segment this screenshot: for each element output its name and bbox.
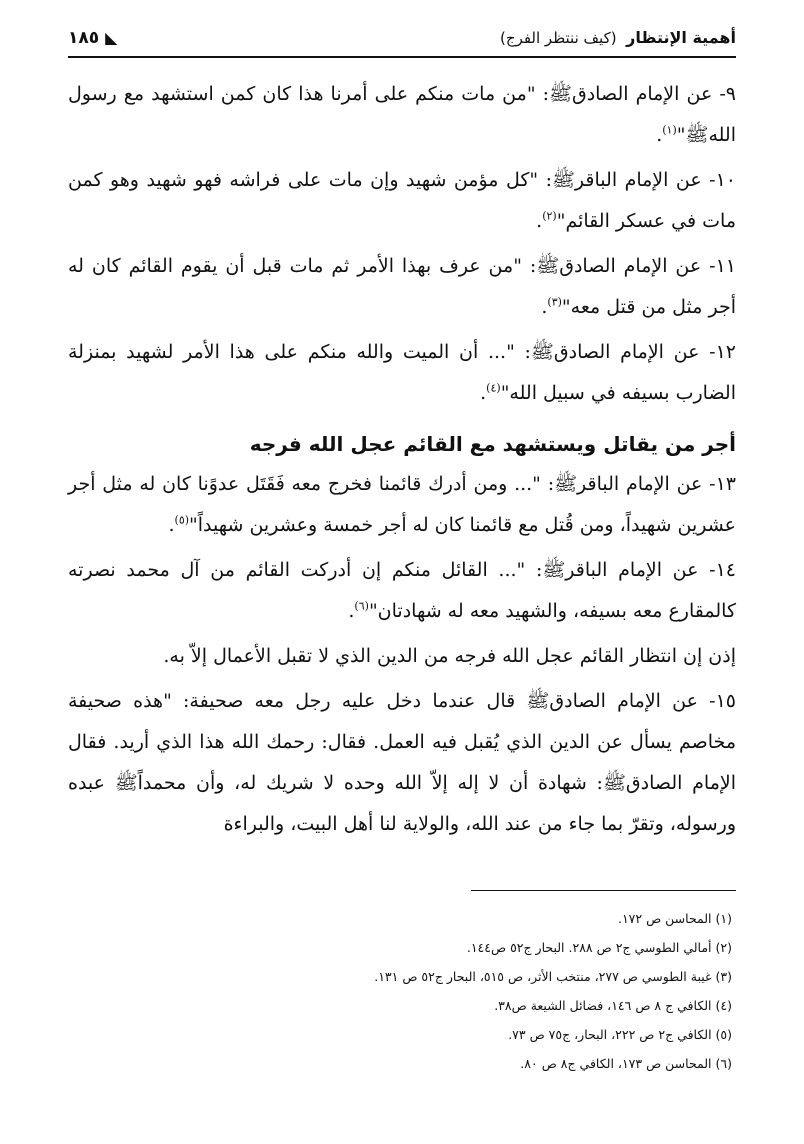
paragraph-text: ٩- عن الإمام الصادقﷺ: "من مات منكم على أمرنا هذا كان كمن استشهد مع رسول اللهﷺ" (68, 83, 736, 146)
arrow-ornament-icon: ◣ (105, 28, 118, 47)
paragraph-text: إذن إن انتظار القائم عجل الله فرجه من الدين الذي لا تقبل الأعمال إلاّ به. (163, 645, 736, 667)
hadith-paragraph: ١٣- عن الإمام الباقرﷺ: "... ومن أدرك قائمنا فخرج معه فَقَتَل عدوًنا كان له مثل أجر عشرين شهيداً، ومن قُتل مع قائمنا كان له أجر خمسة وعشرين شهيداً"$^{(٥)}$. (68, 473, 736, 536)
footnote-ref: (٢) (542, 209, 557, 223)
footnote-item: (٢) أمالي الطوسي ج٢ ص ٢٨٨. البحار ج٥٢ ص١٤٤. (466, 940, 732, 955)
hadith-paragraph: ١٤- عن الإمام الباقرﷺ: "... القائل منكم إن أدركت القائم من آل محمد نصرته كالمقارع معه بسيفه، والشهيد معه له شهادتان"$^{(٦)}$. (68, 559, 736, 622)
page-number-block (68, 28, 123, 48)
footnote-item: (٤) الكافي ج ٨ ص ١٤٦، فضائل الشيعة ص٣٨. (494, 998, 732, 1013)
paragraph-text: ١٥- عن الإمام الصادقﷺ قال عندما دخل عليه رجل معه صحيفة: "هذه صحيفة مخاصم يسأل عن الدين الذي يُقبل فيه العمل. فقال: رحمك الله هذا الذي أريد. فقال الإمام الصادقﷺ: شهادة أن لا إله إلاّ الله وحده لا شريك له، وأن محمداًﷺ عبده ورسوله، وتقرّ بما جاء من عند الله، والولاية لنا أهل البيت، والبراءة (68, 690, 736, 835)
hadith-paragraph: ١٢- عن الإمام الصادقﷺ: "... أن الميت والله منكم على هذا الأمر لشهيد بمنزلة الضارب بسيفه في سبيل الله"$^{(٤)}$. (68, 341, 736, 404)
footnote-ref: (١) (662, 123, 677, 137)
footnote-item: (٥) الكافي ج٢ ص ٢٢٢، البحار، ج٧٥ ص ٧٣. (508, 1027, 732, 1042)
hadith-paragraph (68, 681, 736, 845)
header-subtitle: (كيف ننتظر الفرج) (500, 29, 617, 47)
running-header (68, 28, 736, 58)
hadith-paragraph: ٩- عن الإمام الصادقﷺ: "من مات منكم على أمرنا هذا كان كمن استشهد مع رسول اللهﷺ"$^{(١)}$. (68, 83, 736, 146)
paragraph-text: ١١- عن الإمام الصادقﷺ: "من عرف بهذا الأمر ثم مات قبل أن يقوم القائم كان له أجر مثل من قتل معه" (68, 255, 736, 318)
main-text (68, 74, 736, 845)
commentary-paragraph (68, 636, 736, 677)
header-title: أهمية الإنتظار (626, 28, 736, 47)
paragraph-text: ١٠- عن الإمام الباقرﷺ: "كل مؤمن شهيد وإن مات على فراشه فهو شهيد وهو كمن مات في عسكر القائم" (68, 169, 736, 232)
footnote-item: (٦) المحاسن ص ١٧٣، الكافي ج٨ ص ٨٠. (520, 1056, 732, 1071)
footnote-ref: (٥) (174, 513, 190, 527)
section-heading: أجر من يقاتل ويستشهد مع القائم عجل الله فرجه (249, 432, 736, 456)
footnote-ref: (٦) (354, 599, 369, 613)
hadith-paragraph: ١٠- عن الإمام الباقرﷺ: "كل مؤمن شهيد وإن مات على فراشه فهو شهيد وهو كمن مات في عسكر القائم"$^{(٢)}$. (68, 169, 736, 232)
footnote-ref: (٤) (486, 381, 501, 395)
footnote-ref: (٣) (547, 295, 562, 309)
hadith-paragraph: ١١- عن الإمام الصادقﷺ: "من عرف بهذا الأمر ثم مات قبل أن يقوم القائم كان له أجر مثل من قتل معه"$^{(٣)}$. (68, 255, 736, 318)
paragraph-text: ١٤- عن الإمام الباقرﷺ: "... القائل منكم إن أدركت القائم من آل محمد نصرته كالمقارع معه بسيفه، والشهيد معه له شهادتان" (68, 559, 736, 622)
page-number: ١٨٥ (68, 28, 100, 48)
paragraph-text: ١٣- عن الإمام الباقرﷺ: "... ومن أدرك قائمنا فخرج معه فَقَتَل عدوًنا كان له مثل أجر عشرين شهيداً، ومن قُتل مع قائمنا كان له أجر خمسة وعشرين شهيداً" (68, 473, 736, 536)
header-title-block (500, 28, 736, 47)
footnote-divider (471, 890, 736, 891)
footnotes-list (68, 904, 732, 1078)
footnote-item: (١) المحاسن ص ١٧٢. (617, 911, 732, 926)
paragraph-text: ١٢- عن الإمام الصادقﷺ: "... أن الميت والله منكم على هذا الأمر لشهيد بمنزلة الضارب بسيفه في سبيل الله" (68, 341, 736, 404)
footnote-item: (٣) غيبة الطوسي ص ٢٧٧، منتخب الأثر، ص ٥١٥، البحار ج٥٢ ص ١٣١. (374, 969, 732, 984)
